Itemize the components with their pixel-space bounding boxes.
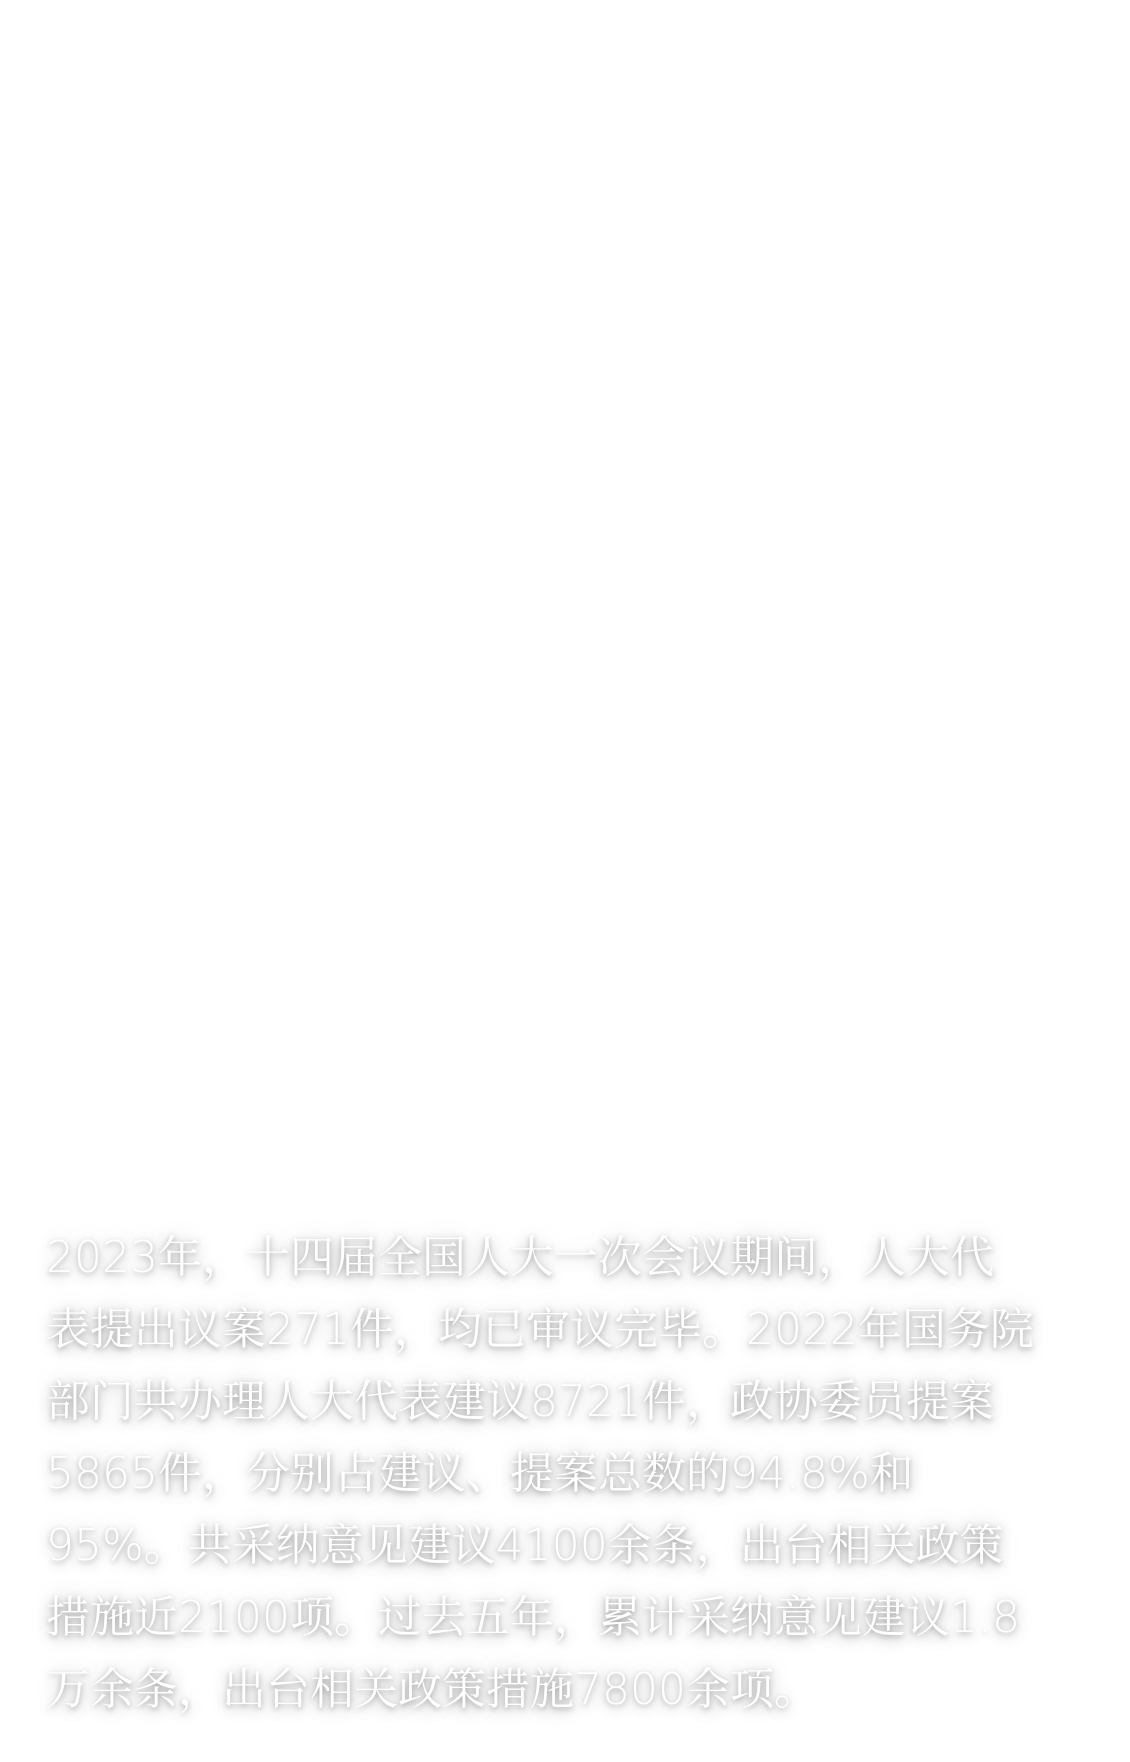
caption-line: 5865件，分别占建议、提案总数的94.8%和 [46,1448,914,1499]
caption-paragraph [46,1222,1096,1726]
caption-line: 措施近2100项。过去五年，累计采纳意见建议1.8 [46,1592,1020,1643]
caption-line: 表提出议案271件，均已审议完毕。2022年国务院 [46,1304,1034,1355]
caption-line: 2023年，十四届全国人大一次会议期间，人大代 [46,1232,994,1283]
caption-line: 部门共办理人大代表建议8721件，政协委员提案 [46,1376,994,1427]
caption-line: 万余条，出台相关政策措施7800余项。 [46,1664,818,1715]
caption-line: 95%。共采纳意见建议4100余条，出台相关政策 [46,1520,1004,1571]
